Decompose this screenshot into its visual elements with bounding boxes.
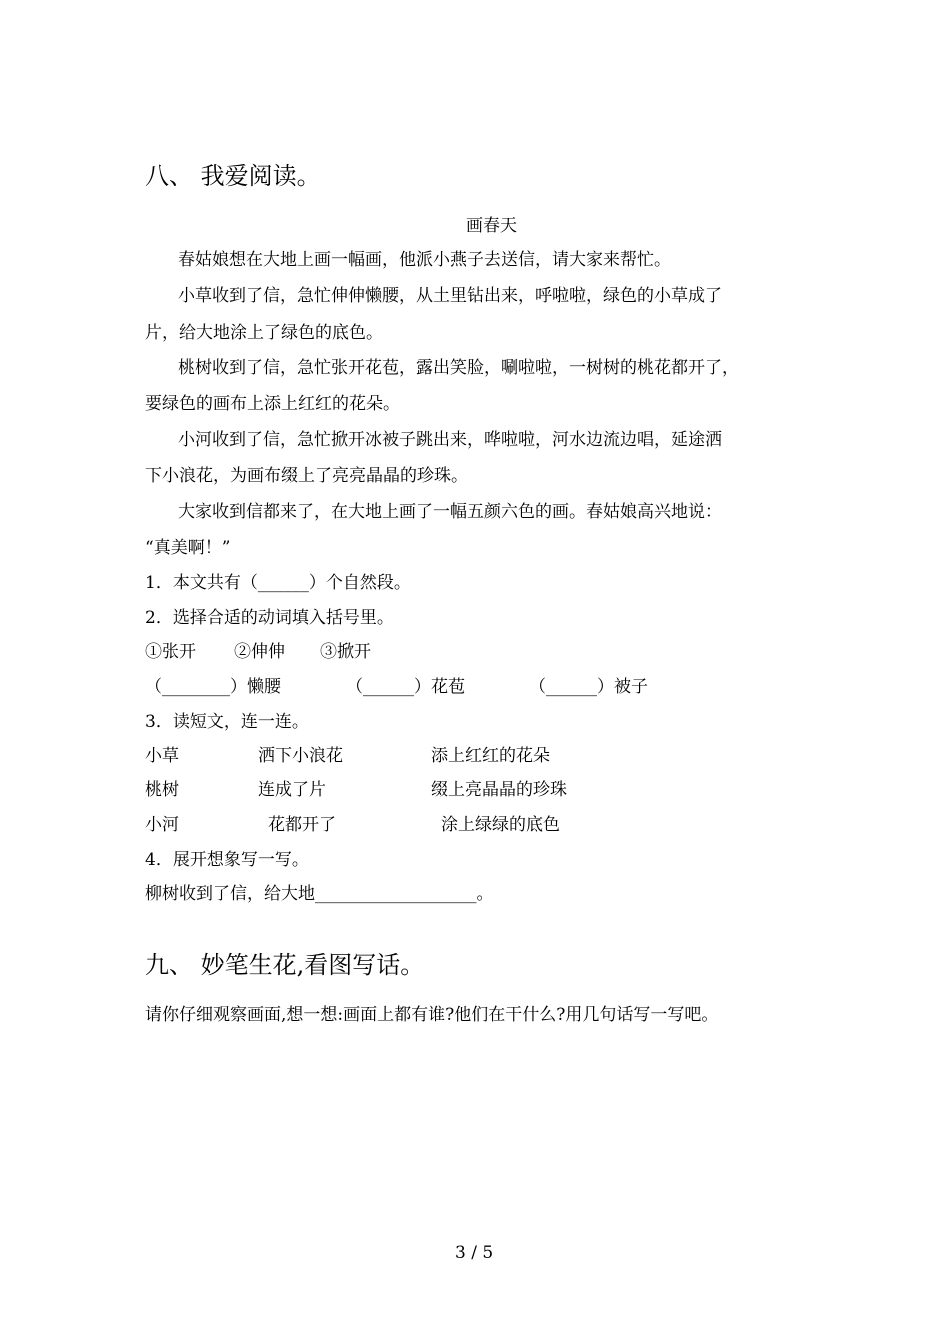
- match-right-1: 添上红红的花朵: [431, 746, 550, 766]
- match-left-3: 小河: [145, 815, 179, 835]
- option-3: ③掀开: [320, 642, 371, 662]
- match-left-2: 桃树: [145, 780, 179, 800]
- blank-flower-bud: （______）花苞: [346, 677, 465, 697]
- question-3: 3．读短文，连一连。: [145, 712, 309, 732]
- section-9-instruction: 请你仔细观察画面,想一想:画面上都有谁?他们在干什么?用几句话写一写吧。: [145, 1005, 719, 1025]
- match-middle-1: 洒下小浪花: [258, 746, 343, 766]
- question-4-writing-line: 柳树收到了信，给大地___________________。: [145, 884, 494, 904]
- question-4: 4．展开想象写一写。: [145, 850, 309, 870]
- match-right-3: 涂上绿绿的底色: [441, 815, 560, 835]
- page-number: 3 / 5: [455, 1243, 494, 1263]
- paragraph-2-line-1: 小草收到了信，急忙伸伸懒腰，从土里钻出来，呼啦啦，绿色的小草成了: [178, 286, 722, 306]
- match-middle-3: 花都开了: [268, 815, 336, 835]
- match-middle-2: 连成了片: [258, 780, 326, 800]
- story-title: 画春天: [466, 216, 517, 236]
- blank-lazy-waist: （________）懒腰: [145, 677, 281, 697]
- section-9-title: 九、 妙笔生花,看图写话。: [145, 951, 425, 979]
- paragraph-3-line-2: 要绿色的画布上添上红红的花朵。: [145, 394, 400, 414]
- paragraph-5-line-2: “真美啊！”: [145, 538, 231, 558]
- option-2: ②伸伸: [234, 642, 285, 662]
- question-1: 1．本文共有（______）个自然段。: [145, 573, 411, 593]
- paragraph-4-line-1: 小河收到了信，急忙掀开冰被子跳出来，哗啦啦，河水边流边唱，延途洒: [178, 430, 722, 450]
- match-left-1: 小草: [145, 746, 179, 766]
- paragraph-1-line-1: 春姑娘想在大地上画一幅画，他派小燕子去送信，请大家来帮忙。: [178, 250, 671, 270]
- section-8-title: 八、 我爱阅读。: [145, 162, 321, 190]
- paragraph-3-line-1: 桃树收到了信，急忙张开花苞，露出笑脸，唰啦啦，一树树的桃花都开了，: [178, 358, 739, 378]
- paragraph-4-line-2: 下小浪花，为画布缀上了亮亮晶晶的珍珠。: [145, 466, 468, 486]
- paragraph-5-line-1: 大家收到信都来了，在大地上画了一幅五颜六色的画。春姑娘高兴地说：: [178, 502, 722, 522]
- question-2: 2．选择合适的动词填入括号里。: [145, 608, 394, 628]
- match-right-2: 缀上亮晶晶的珍珠: [431, 780, 567, 800]
- blank-quilt: （______）被子: [529, 677, 648, 697]
- option-1: ①张开: [145, 642, 196, 662]
- paragraph-2-line-2: 片，给大地涂上了绿色的底色。: [145, 323, 383, 343]
